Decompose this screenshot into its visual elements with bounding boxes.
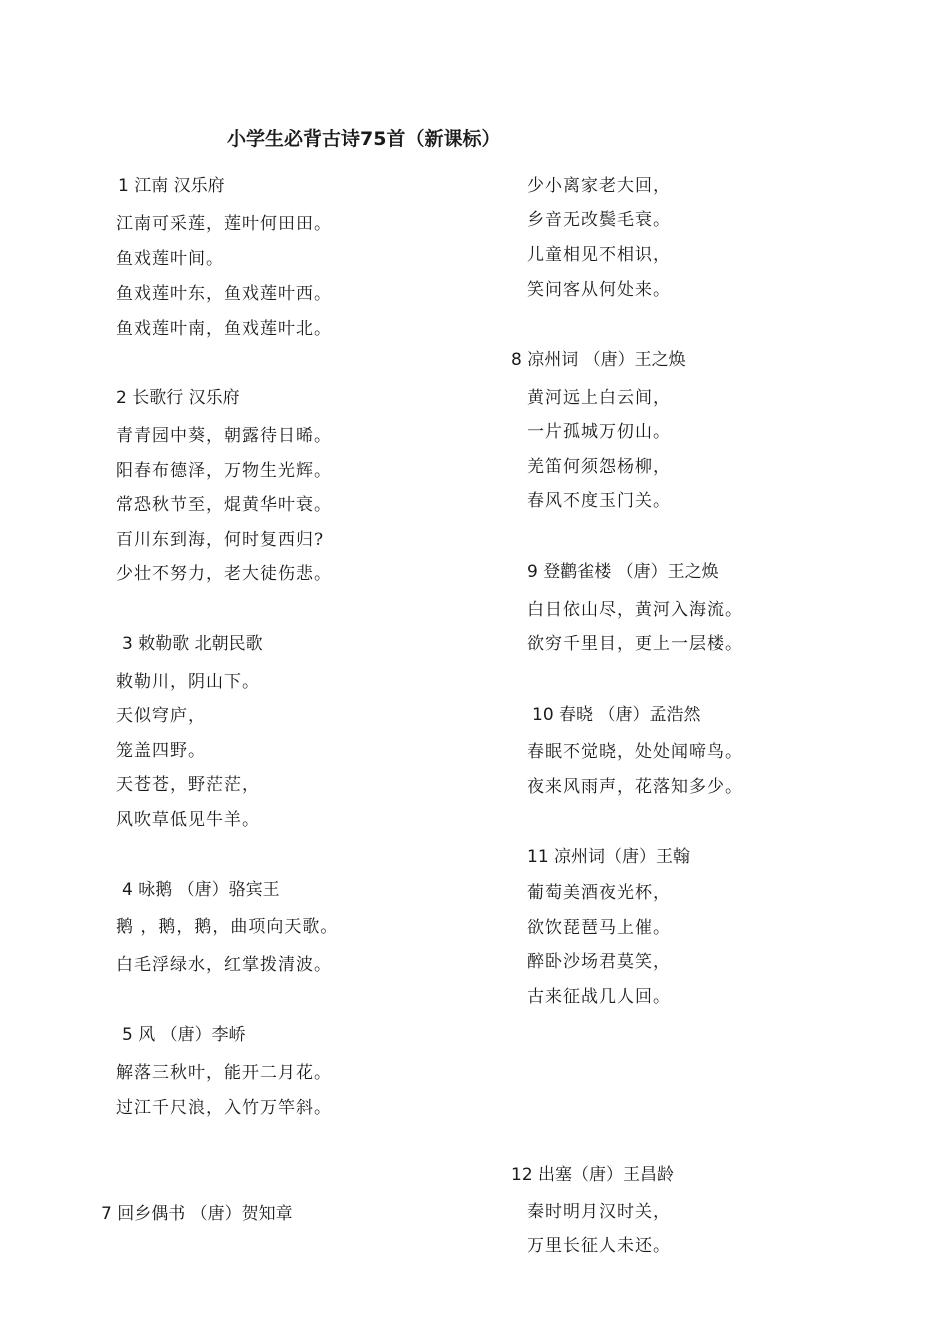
poem-line: 阳春布德泽，万物生光辉。: [116, 461, 332, 481]
poem-title: 江南 汉乐府: [134, 176, 225, 196]
poem-line: 欲饮琵琶马上催。: [527, 918, 671, 938]
poem-line: 秦时明月汉时关，: [527, 1202, 671, 1222]
poem-line: 古来征战几人回。: [527, 987, 671, 1007]
poem-line: 天似穹庐，: [116, 706, 206, 726]
poem-line: 过江千尺浪，入竹万竿斜。: [116, 1098, 332, 1118]
poem-line: 鱼戏莲叶南，鱼戏莲叶北。: [116, 319, 332, 339]
poem-line: 醉卧沙场君莫笑，: [527, 952, 671, 972]
poem-number: 4: [122, 880, 133, 900]
poem-line: 鱼戏莲叶东，鱼戏莲叶西。: [116, 284, 332, 304]
poem-number: 12: [511, 1165, 533, 1185]
poem-line: 青青园中葵，朝露待日晞。: [116, 426, 332, 446]
poem-title: 敕勒歌 北朝民歌: [138, 634, 263, 654]
poem-title: 长歌行 汉乐府: [132, 388, 240, 408]
poem-title: 春晓 （唐）孟浩然: [559, 705, 701, 725]
poem-line: 万里长征人未还。: [527, 1236, 671, 1256]
poem-number: 7: [101, 1204, 112, 1224]
poem-line: 白毛浮绿水，红掌拨清波。: [116, 955, 332, 975]
poem-heading: [527, 557, 719, 582]
poem-title: 凉州词 （唐）王之焕: [527, 350, 686, 370]
poem-line: 春眠不觉晓，处处闻啼鸟。: [527, 742, 743, 762]
poem-line: 笼盖四野。: [116, 741, 206, 761]
poem-line: 一片孤城万仞山。: [527, 422, 671, 442]
poem-line: 白日依山尽，黄河入海流。: [527, 600, 743, 620]
poem-line: 少壮不努力，老大徒伤悲。: [116, 564, 332, 584]
poem-line: 江南可采莲，莲叶何田田。: [116, 214, 332, 234]
poem-line: 羌笛何须怨杨柳，: [527, 457, 671, 477]
page-title: 小学生必背古诗75首（新课标）: [227, 128, 501, 150]
poem-number: 3: [122, 634, 133, 654]
poem-line: 葡萄美酒夜光杯，: [527, 883, 671, 903]
poem-title: 咏鹅 （唐）骆宾王: [138, 880, 280, 900]
poem-line: 春风不度玉门关。: [527, 491, 671, 511]
poem-number: 9: [527, 562, 538, 582]
poem-heading: [116, 383, 240, 408]
poem-heading: [122, 629, 263, 654]
poem-number: 5: [122, 1025, 133, 1045]
poem-heading: [527, 842, 690, 867]
poem-line: 天苍苍，野茫茫，: [116, 775, 260, 795]
poem-line: 常恐秋节至，焜黄华叶衰。: [116, 495, 332, 515]
poem-number: 1: [118, 176, 129, 196]
poem-line: 敕勒川，阴山下。: [116, 672, 260, 692]
poem-line: 鱼戏莲叶间。: [116, 249, 224, 269]
poem-title: 凉州词（唐）王翰: [554, 847, 691, 867]
poem-title: 回乡偶书 （唐）贺知章: [117, 1204, 293, 1224]
poem-line: 鹅 ，鹅，鹅，曲项向天歌。: [116, 917, 339, 937]
poem-number: 8: [511, 350, 522, 370]
poem-line: 少小离家老大回，: [527, 176, 671, 196]
poem-title: 出塞（唐）王昌龄: [538, 1165, 675, 1185]
poem-line: 儿童相见不相识，: [527, 245, 671, 265]
poem-line: 欲穷千里目，更上一层楼。: [527, 634, 743, 654]
poem-heading: [101, 1199, 293, 1224]
poem-heading: [511, 1160, 674, 1185]
poem-number: 10: [532, 705, 554, 725]
poem-heading: [511, 345, 686, 370]
poem-number: 2: [116, 388, 127, 408]
poem-line: 乡音无改鬓毛衰。: [527, 210, 671, 230]
poem-title: 登鹳雀楼 （唐）王之焕: [543, 562, 719, 582]
poem-line: 百川东到海，何时复西归?: [116, 530, 325, 550]
poem-title: 风 （唐）李峤: [138, 1025, 246, 1045]
poem-line: 风吹草低见牛羊。: [116, 810, 260, 830]
poem-line: 黄河远上白云间，: [527, 388, 671, 408]
poem-heading: [122, 875, 280, 900]
poem-line: 笑问客从何处来。: [527, 280, 671, 300]
poem-number: 11: [527, 847, 549, 867]
poem-line: 夜来风雨声，花落知多少。: [527, 777, 743, 797]
poem-heading: [532, 700, 700, 725]
poem-heading: [118, 171, 225, 196]
poem-line: 解落三秋叶，能开二月花。: [116, 1063, 332, 1083]
poem-heading: [122, 1020, 246, 1045]
